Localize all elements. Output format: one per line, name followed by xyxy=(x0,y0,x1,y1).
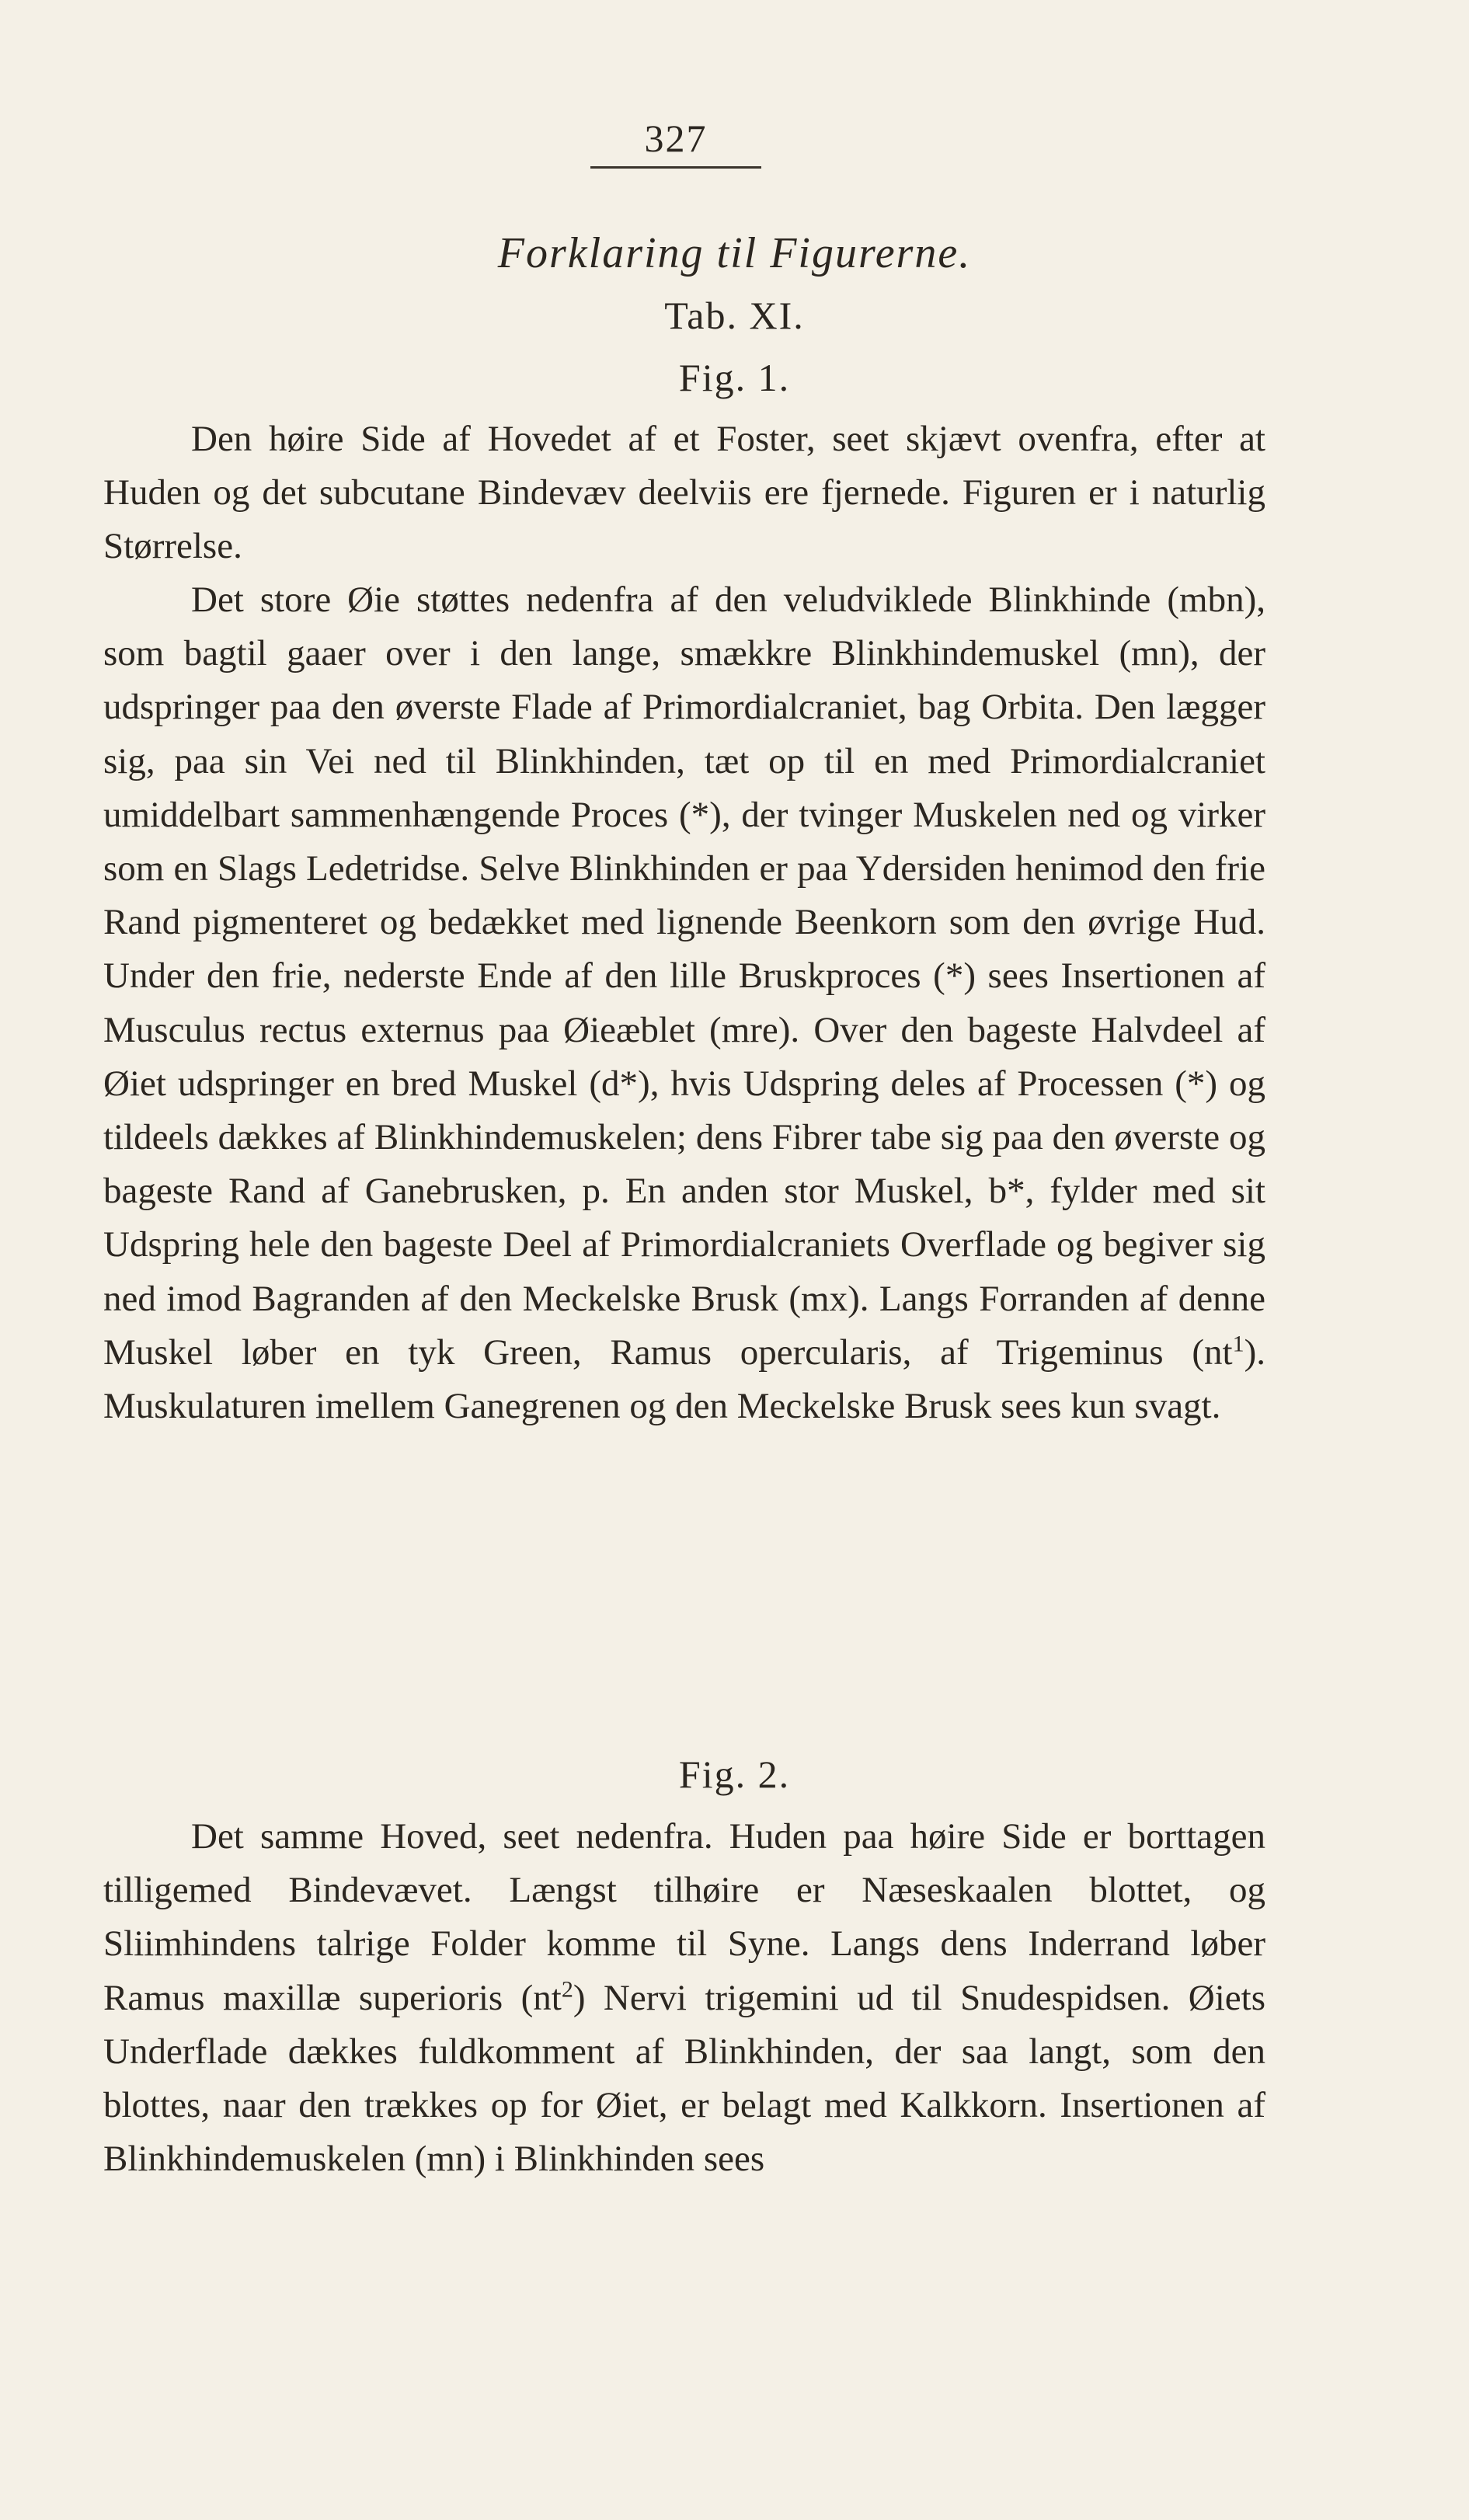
plate-label: Tab. XI. xyxy=(664,294,805,337)
figure-1-paragraph-2 xyxy=(103,573,1265,1433)
figure-1-label: Fig. 1. xyxy=(678,356,791,399)
superscript: 2 xyxy=(561,1975,573,2002)
paragraph-text: Det samme Hoved, seet nedenfra. Huden paa høire Side er borttagen tilligemed Bindevævet. Længst tilhøire er Næseskaalen blottet, og Sliimhindens talrige Folder komme til Syne. Langs dens Inderrand løber Ramus maxillæ superioris (nt xyxy=(103,1816,1265,2018)
superscript: 1 xyxy=(1232,1331,1244,1357)
paragraph-text: Det store Øie støttes nedenfra af den veludviklede Blinkhinde (mbn), som bagtil gaaer over i den lange, smækkre Blinkhindemuskel (mn), der udspringer paa den øverste Flade af Primordialcraniet, bag Orbita. Den lægger sig, paa sin Vei ned til Blinkhinden, tæt op til en med Primordialcraniet umiddelbart sammenhængende Proces (*), der tvinger Muskelen ned og virker som en Slags Ledetridse. Selve Blinkhinden er paa Ydersiden henimod den frie Rand pigmenteret og bedækket med lignende Beenkorn som den øvrige Hud. Under den frie, nederste Ende af den lille Bruskproces (*) sees Insertionen af Musculus rectus externus paa Øieæblet (mre). Over den bageste Halvdeel af Øiet udspringer en bred Muskel (d*), hvis Udspring deles af Processen (*) og tildeels dækkes af Blinkhindemuskelen; dens Fibrer tabe sig paa den øverste og bageste Rand af Ganebrusken, p. En anden stor Muskel, b*, fylder med sit Udspring hele den bageste Deel af Primordialcraniets Overflade og begiver sig ned imod Bagranden af den Meckelske Brusk (mx). Langs Forranden af denne Muskel løber en tyk Green, Ramus opercularis, af Trigeminus (nt xyxy=(103,580,1265,1373)
page-number: 327 xyxy=(644,117,708,160)
paragraph-text: ) Nervi trigemini ud til Snudespidsen. Øiets Underflade dækkes fuldkomment af Blinkhinden, der saa langt, som den blottes, naar den trækkes op for Øiet, er belagt med Kalkkorn. Insertionen af Blinkhindemuskelen (mn) i Blinkhinden sees xyxy=(103,1977,1265,2180)
figure-2-label: Fig. 2. xyxy=(678,1753,791,1796)
figure-2-paragraph-1 xyxy=(103,1810,1265,2186)
paragraph-text: ). Muskulaturen imellem Ganegrenen og den Meckelske Brusk sees kun svagt. xyxy=(103,1331,1265,1427)
section-title: Forklaring til Figurerne. xyxy=(497,229,972,277)
figure-1-paragraph-1: Den høire Side af Hovedet af et Foster, seet skjævt ovenfra, efter at Huden og det subcutane Bindevæv deelviis ere fjernede. Figuren er i naturlig Størrelse. xyxy=(103,419,1265,567)
page-number-underline xyxy=(590,166,761,169)
